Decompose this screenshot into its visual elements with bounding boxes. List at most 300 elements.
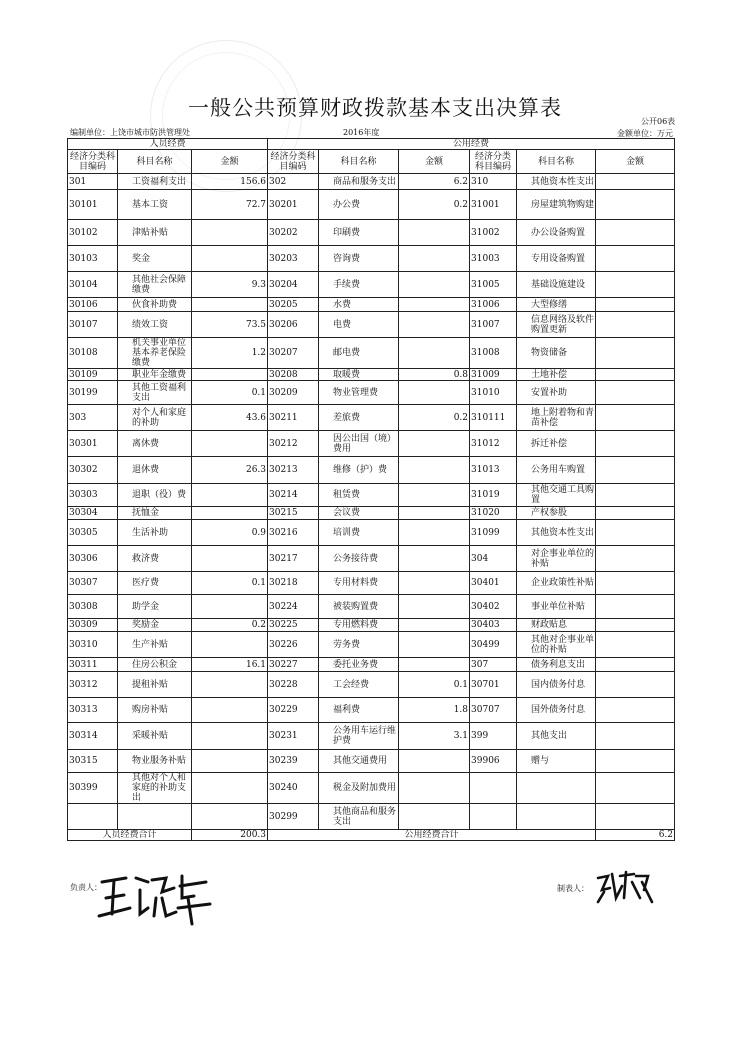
name-cell: 其他交通工具购置 <box>517 484 596 507</box>
name-cell: 水费 <box>319 298 399 312</box>
responsible-signature <box>96 868 214 926</box>
amount-cell <box>596 338 675 369</box>
public-group-header: 公用经费 <box>268 139 675 150</box>
name-cell: 退休费 <box>118 457 192 484</box>
name-cell: 企业政策性补贴 <box>517 572 596 595</box>
amount-cell <box>596 431 675 457</box>
amount-cell <box>192 507 268 520</box>
amount-cell: 72.7 <box>192 190 268 220</box>
code-cell: 31019 <box>470 484 517 507</box>
amount-cell: 0.1 <box>192 572 268 595</box>
name-cell <box>517 773 596 804</box>
code-cell: 30212 <box>268 431 319 457</box>
amount-cell: 0.9 <box>192 520 268 546</box>
name-cell: 被装购置费 <box>319 595 399 619</box>
amount-cell <box>192 484 268 507</box>
fiscal-year: 2016年度 <box>343 128 380 137</box>
personnel-group-header: 人员经费 <box>68 139 268 150</box>
name-cell: 其他商品和服务支出 <box>319 804 399 830</box>
name-cell: 其他交通费用 <box>319 750 399 773</box>
responsible-label: 负责人： <box>70 883 102 892</box>
table-row <box>68 338 675 369</box>
name-cell: 职业年金缴费 <box>118 369 192 381</box>
code-cell: 304 <box>470 546 517 572</box>
amount-cell <box>596 507 675 520</box>
amount-cell <box>399 520 470 546</box>
table-row <box>68 457 675 484</box>
name-cell: 债务利息支出 <box>517 658 596 672</box>
name-cell: 地上附着物和青苗补偿 <box>517 405 596 431</box>
amount-cell <box>192 773 268 804</box>
name-cell: 事业单位补贴 <box>517 595 596 619</box>
amount-cell: 16.1 <box>192 658 268 672</box>
name-cell: 机关事业单位基本养老保险缴费 <box>118 338 192 369</box>
amount-cell <box>596 220 675 246</box>
amount-cell <box>596 312 675 338</box>
code-cell: 30402 <box>470 595 517 619</box>
code-cell: 31002 <box>470 220 517 246</box>
amount-header: 金额 <box>399 150 470 174</box>
name-cell: 医疗费 <box>118 572 192 595</box>
amount-cell: 0.2 <box>192 619 268 632</box>
name-cell: 安置补助 <box>517 381 596 405</box>
amount-cell <box>399 220 470 246</box>
code-cell: 30199 <box>68 381 118 405</box>
code-cell: 30102 <box>68 220 118 246</box>
code-cell: 30201 <box>268 190 319 220</box>
amount-cell <box>192 369 268 381</box>
code-cell: 30214 <box>268 484 319 507</box>
code-cell: 30226 <box>268 632 319 658</box>
code-cell: 30299 <box>268 804 319 830</box>
code-cell: 31013 <box>470 457 517 484</box>
name-cell: 物资储备 <box>517 338 596 369</box>
name-cell: 福利费 <box>319 698 399 723</box>
code-cell: 310111 <box>470 405 517 431</box>
code-cell: 30311 <box>68 658 118 672</box>
amount-header: 金额 <box>192 150 268 174</box>
expenditure-table <box>67 138 675 841</box>
public-total-value: 6.2 <box>596 830 675 841</box>
table-row <box>68 619 675 632</box>
amount-cell <box>596 190 675 220</box>
amount-cell <box>399 507 470 520</box>
code-cell: 30302 <box>68 457 118 484</box>
name-cell: 提租补贴 <box>118 672 192 698</box>
name-cell: 办公设备购置 <box>517 220 596 246</box>
amount-cell <box>596 804 675 830</box>
amount-cell <box>399 632 470 658</box>
amount-cell <box>596 750 675 773</box>
table-row <box>68 804 675 830</box>
code-cell: 30224 <box>268 595 319 619</box>
code-cell: 30207 <box>268 338 319 369</box>
amount-cell: 6.2 <box>399 174 470 190</box>
amount-cell <box>192 750 268 773</box>
code-cell: 31012 <box>470 431 517 457</box>
amount-cell: 1.2 <box>192 338 268 369</box>
table-row <box>68 272 675 298</box>
name-cell: 国内债务付息 <box>517 672 596 698</box>
code-cell: 30227 <box>268 658 319 672</box>
amount-cell <box>596 484 675 507</box>
code-cell: 30106 <box>68 298 118 312</box>
name-header: 科目名称 <box>118 150 192 174</box>
name-cell: 办公费 <box>319 190 399 220</box>
name-cell: 赠与 <box>517 750 596 773</box>
amount-cell: 0.2 <box>399 190 470 220</box>
name-cell: 公务用车购置 <box>517 457 596 484</box>
name-cell: 助学金 <box>118 595 192 619</box>
name-cell: 退职（役）费 <box>118 484 192 507</box>
table-row <box>68 595 675 619</box>
table-row <box>68 431 675 457</box>
name-cell: 劳务费 <box>319 632 399 658</box>
name-cell: 专用设备购置 <box>517 246 596 272</box>
code-cell: 30228 <box>268 672 319 698</box>
table-row <box>68 520 675 546</box>
code-cell: 31003 <box>470 246 517 272</box>
code-cell: 30213 <box>268 457 319 484</box>
amount-cell: 156.6 <box>192 174 268 190</box>
amount-cell <box>596 457 675 484</box>
name-cell: 伙食补助费 <box>118 298 192 312</box>
code-cell: 310 <box>470 174 517 190</box>
amount-cell <box>596 632 675 658</box>
amount-cell <box>399 338 470 369</box>
code-cell: 30309 <box>68 619 118 632</box>
table-row <box>68 750 675 773</box>
amount-cell <box>596 546 675 572</box>
name-cell: 津贴补贴 <box>118 220 192 246</box>
name-cell: 委托业务费 <box>319 658 399 672</box>
name-cell: 会议费 <box>319 507 399 520</box>
code-cell <box>470 804 517 830</box>
code-cell: 30215 <box>268 507 319 520</box>
code-cell: 30204 <box>268 272 319 298</box>
amount-cell <box>596 272 675 298</box>
amount-cell <box>399 572 470 595</box>
name-cell: 基本工资 <box>118 190 192 220</box>
code-cell: 30104 <box>68 272 118 298</box>
code-cell: 30202 <box>268 220 319 246</box>
amount-cell <box>596 381 675 405</box>
amount-cell <box>399 484 470 507</box>
amount-cell <box>399 457 470 484</box>
amount-cell <box>596 619 675 632</box>
name-cell: 生活补助 <box>118 520 192 546</box>
document-title: 一般公共预算财政拨款基本支出决算表 <box>188 96 562 120</box>
code-cell: 30217 <box>268 546 319 572</box>
code-cell: 39906 <box>470 750 517 773</box>
code-cell: 30310 <box>68 632 118 658</box>
name-cell: 抚恤金 <box>118 507 192 520</box>
name-cell: 离休费 <box>118 431 192 457</box>
amount-cell <box>596 298 675 312</box>
code-cell: 31099 <box>470 520 517 546</box>
code-cell: 30707 <box>470 698 517 723</box>
amount-cell: 0.2 <box>399 405 470 431</box>
name-cell: 生产补贴 <box>118 632 192 658</box>
name-cell: 专用燃料费 <box>319 619 399 632</box>
table-row <box>68 546 675 572</box>
code-cell: 30205 <box>268 298 319 312</box>
table-row <box>68 312 675 338</box>
code-cell: 30305 <box>68 520 118 546</box>
name-cell: 其他支出 <box>517 723 596 750</box>
amount-cell: 0.1 <box>399 672 470 698</box>
code-cell: 31010 <box>470 381 517 405</box>
code-cell <box>470 773 517 804</box>
amount-cell <box>399 272 470 298</box>
amount-cell: 0.8 <box>399 369 470 381</box>
code-cell: 30229 <box>268 698 319 723</box>
totals-row <box>68 830 675 841</box>
name-cell: 商品和服务支出 <box>319 174 399 190</box>
name-cell: 奖励金 <box>118 619 192 632</box>
code-cell: 303 <box>68 405 118 431</box>
code-cell: 30308 <box>68 595 118 619</box>
table-row <box>68 298 675 312</box>
code-cell: 30701 <box>470 672 517 698</box>
name-cell <box>118 804 192 830</box>
amount-cell <box>596 723 675 750</box>
name-cell: 拆迁补偿 <box>517 431 596 457</box>
name-cell: 维修（护）费 <box>319 457 399 484</box>
code-cell: 30401 <box>470 572 517 595</box>
name-header: 科目名称 <box>517 150 596 174</box>
name-cell: 救济费 <box>118 546 192 572</box>
amount-cell: 0.1 <box>192 381 268 405</box>
code-cell: 30107 <box>68 312 118 338</box>
amount-cell <box>596 672 675 698</box>
name-cell: 大型修缮 <box>517 298 596 312</box>
name-cell: 税金及附加费用 <box>319 773 399 804</box>
code-cell: 30312 <box>68 672 118 698</box>
code-cell: 30303 <box>68 484 118 507</box>
code-cell: 30403 <box>470 619 517 632</box>
name-cell: 财政贴息 <box>517 619 596 632</box>
name-cell: 印刷费 <box>319 220 399 246</box>
amount-cell <box>596 520 675 546</box>
table-row <box>68 381 675 405</box>
code-cell: 307 <box>470 658 517 672</box>
amount-cell <box>596 246 675 272</box>
amount-cell <box>596 174 675 190</box>
amount-cell <box>192 632 268 658</box>
table-row <box>68 672 675 698</box>
code-cell: 30314 <box>68 723 118 750</box>
amount-cell <box>596 698 675 723</box>
amount-cell: 9.3 <box>192 272 268 298</box>
table-row <box>68 572 675 595</box>
table-row <box>68 174 675 190</box>
amount-cell <box>192 804 268 830</box>
name-cell: 工资福利支出 <box>118 174 192 190</box>
name-cell: 电费 <box>319 312 399 338</box>
name-cell: 租赁费 <box>319 484 399 507</box>
code-cell: 399 <box>470 723 517 750</box>
name-cell: 邮电费 <box>319 338 399 369</box>
name-cell: 房屋建筑物购建 <box>517 190 596 220</box>
name-header: 科目名称 <box>319 150 399 174</box>
amount-cell <box>399 595 470 619</box>
name-cell: 专用材料费 <box>319 572 399 595</box>
name-cell: 培训费 <box>319 520 399 546</box>
code-cell: 31006 <box>470 298 517 312</box>
code-cell <box>68 804 118 830</box>
amount-cell: 73.5 <box>192 312 268 338</box>
column-header-row <box>68 150 675 174</box>
name-cell: 公务接待费 <box>319 546 399 572</box>
code-cell: 302 <box>268 174 319 190</box>
amount-cell <box>192 431 268 457</box>
amount-cell <box>596 405 675 431</box>
code-cell: 30306 <box>68 546 118 572</box>
amount-cell <box>596 369 675 381</box>
name-cell: 购房补贴 <box>118 698 192 723</box>
name-cell: 公务用车运行维护费 <box>319 723 399 750</box>
name-cell: 工会经费 <box>319 672 399 698</box>
name-cell: 其他社会保障缴费 <box>118 272 192 298</box>
amount-cell <box>399 246 470 272</box>
amount-cell <box>596 595 675 619</box>
amount-cell <box>192 595 268 619</box>
amount-cell <box>192 246 268 272</box>
personnel-total-label: 人员经费合计 <box>68 830 192 841</box>
amount-cell <box>399 658 470 672</box>
code-cell: 301 <box>68 174 118 190</box>
code-cell: 30206 <box>268 312 319 338</box>
name-cell: 绩效工资 <box>118 312 192 338</box>
name-cell: 其他对企事业单位的补贴 <box>517 632 596 658</box>
code-cell: 30301 <box>68 431 118 457</box>
table-row <box>68 484 675 507</box>
code-cell: 30499 <box>470 632 517 658</box>
group-header-row <box>68 139 675 150</box>
name-cell: 基础设施建设 <box>517 272 596 298</box>
name-cell <box>517 804 596 830</box>
name-cell: 采暖补贴 <box>118 723 192 750</box>
name-cell: 其他工资福利支出 <box>118 381 192 405</box>
code-cell: 30101 <box>68 190 118 220</box>
code-cell: 31008 <box>470 338 517 369</box>
code-cell: 31001 <box>470 190 517 220</box>
amount-cell <box>399 312 470 338</box>
form-number: 公开06表 <box>641 117 676 126</box>
amount-header: 金额 <box>596 150 675 174</box>
name-cell: 信息网络及软件购置更新 <box>517 312 596 338</box>
code-cell: 30218 <box>268 572 319 595</box>
name-cell: 其他资本性支出 <box>517 520 596 546</box>
preparer-label: 制表人： <box>557 884 589 893</box>
name-cell: 手续费 <box>319 272 399 298</box>
code-cell: 30209 <box>268 381 319 405</box>
preparer-signature <box>594 868 654 908</box>
name-cell: 其他资本性支出 <box>517 174 596 190</box>
code-cell: 30109 <box>68 369 118 381</box>
table-row <box>68 723 675 750</box>
amount-cell <box>596 572 675 595</box>
amount-cell <box>596 773 675 804</box>
code-cell: 30315 <box>68 750 118 773</box>
code-cell: 30208 <box>268 369 319 381</box>
name-cell: 其他对个人和家庭的补助支出 <box>118 773 192 804</box>
name-cell: 产权参股 <box>517 507 596 520</box>
code-cell: 30103 <box>68 246 118 272</box>
amount-cell <box>399 431 470 457</box>
name-cell: 对个人和家庭的补助 <box>118 405 192 431</box>
code-header: 经济分类科目编码 <box>470 150 517 174</box>
table-row <box>68 773 675 804</box>
name-cell: 因公出国（境）费用 <box>319 431 399 457</box>
table-row <box>68 658 675 672</box>
personnel-total-value: 200.3 <box>192 830 268 841</box>
amount-cell <box>192 298 268 312</box>
code-cell: 30211 <box>268 405 319 431</box>
code-cell: 31009 <box>470 369 517 381</box>
table-row <box>68 632 675 658</box>
name-cell: 物业管理费 <box>319 381 399 405</box>
code-cell: 30304 <box>68 507 118 520</box>
code-cell: 30313 <box>68 698 118 723</box>
amount-cell: 3.1 <box>399 723 470 750</box>
amount-cell <box>399 750 470 773</box>
code-cell: 31020 <box>470 507 517 520</box>
money-unit: 金额单位：万元 <box>617 129 673 138</box>
name-cell: 国外债务付息 <box>517 698 596 723</box>
amount-cell <box>192 220 268 246</box>
code-cell: 30399 <box>68 773 118 804</box>
table-row <box>68 405 675 431</box>
public-total-label: 公用经费合计 <box>268 830 596 841</box>
table-row <box>68 246 675 272</box>
amount-cell: 26.3 <box>192 457 268 484</box>
table-row <box>68 190 675 220</box>
code-header: 经济分类科目编码 <box>68 150 118 174</box>
name-cell: 咨询费 <box>319 246 399 272</box>
amount-cell <box>399 298 470 312</box>
code-cell: 30231 <box>268 723 319 750</box>
name-cell: 对企事业单位的补贴 <box>517 546 596 572</box>
amount-cell <box>192 546 268 572</box>
name-cell: 奖金 <box>118 246 192 272</box>
table-row <box>68 369 675 381</box>
code-header: 经济分类科目编码 <box>268 150 319 174</box>
name-cell: 取暖费 <box>319 369 399 381</box>
amount-cell <box>399 619 470 632</box>
table-row <box>68 220 675 246</box>
name-cell: 物业服务补贴 <box>118 750 192 773</box>
amount-cell <box>399 773 470 804</box>
code-cell: 30240 <box>268 773 319 804</box>
compiling-unit: 编制单位：上饶市城市防洪管理处 <box>70 128 190 137</box>
table-row <box>68 698 675 723</box>
amount-cell <box>399 804 470 830</box>
name-cell: 土地补偿 <box>517 369 596 381</box>
name-cell: 住房公积金 <box>118 658 192 672</box>
amount-cell: 43.6 <box>192 405 268 431</box>
amount-cell <box>399 381 470 405</box>
code-cell: 30216 <box>268 520 319 546</box>
amount-cell <box>399 546 470 572</box>
amount-cell: 1.8 <box>399 698 470 723</box>
table-row <box>68 507 675 520</box>
code-cell: 30203 <box>268 246 319 272</box>
amount-cell <box>192 723 268 750</box>
amount-cell <box>192 698 268 723</box>
code-cell: 31005 <box>470 272 517 298</box>
